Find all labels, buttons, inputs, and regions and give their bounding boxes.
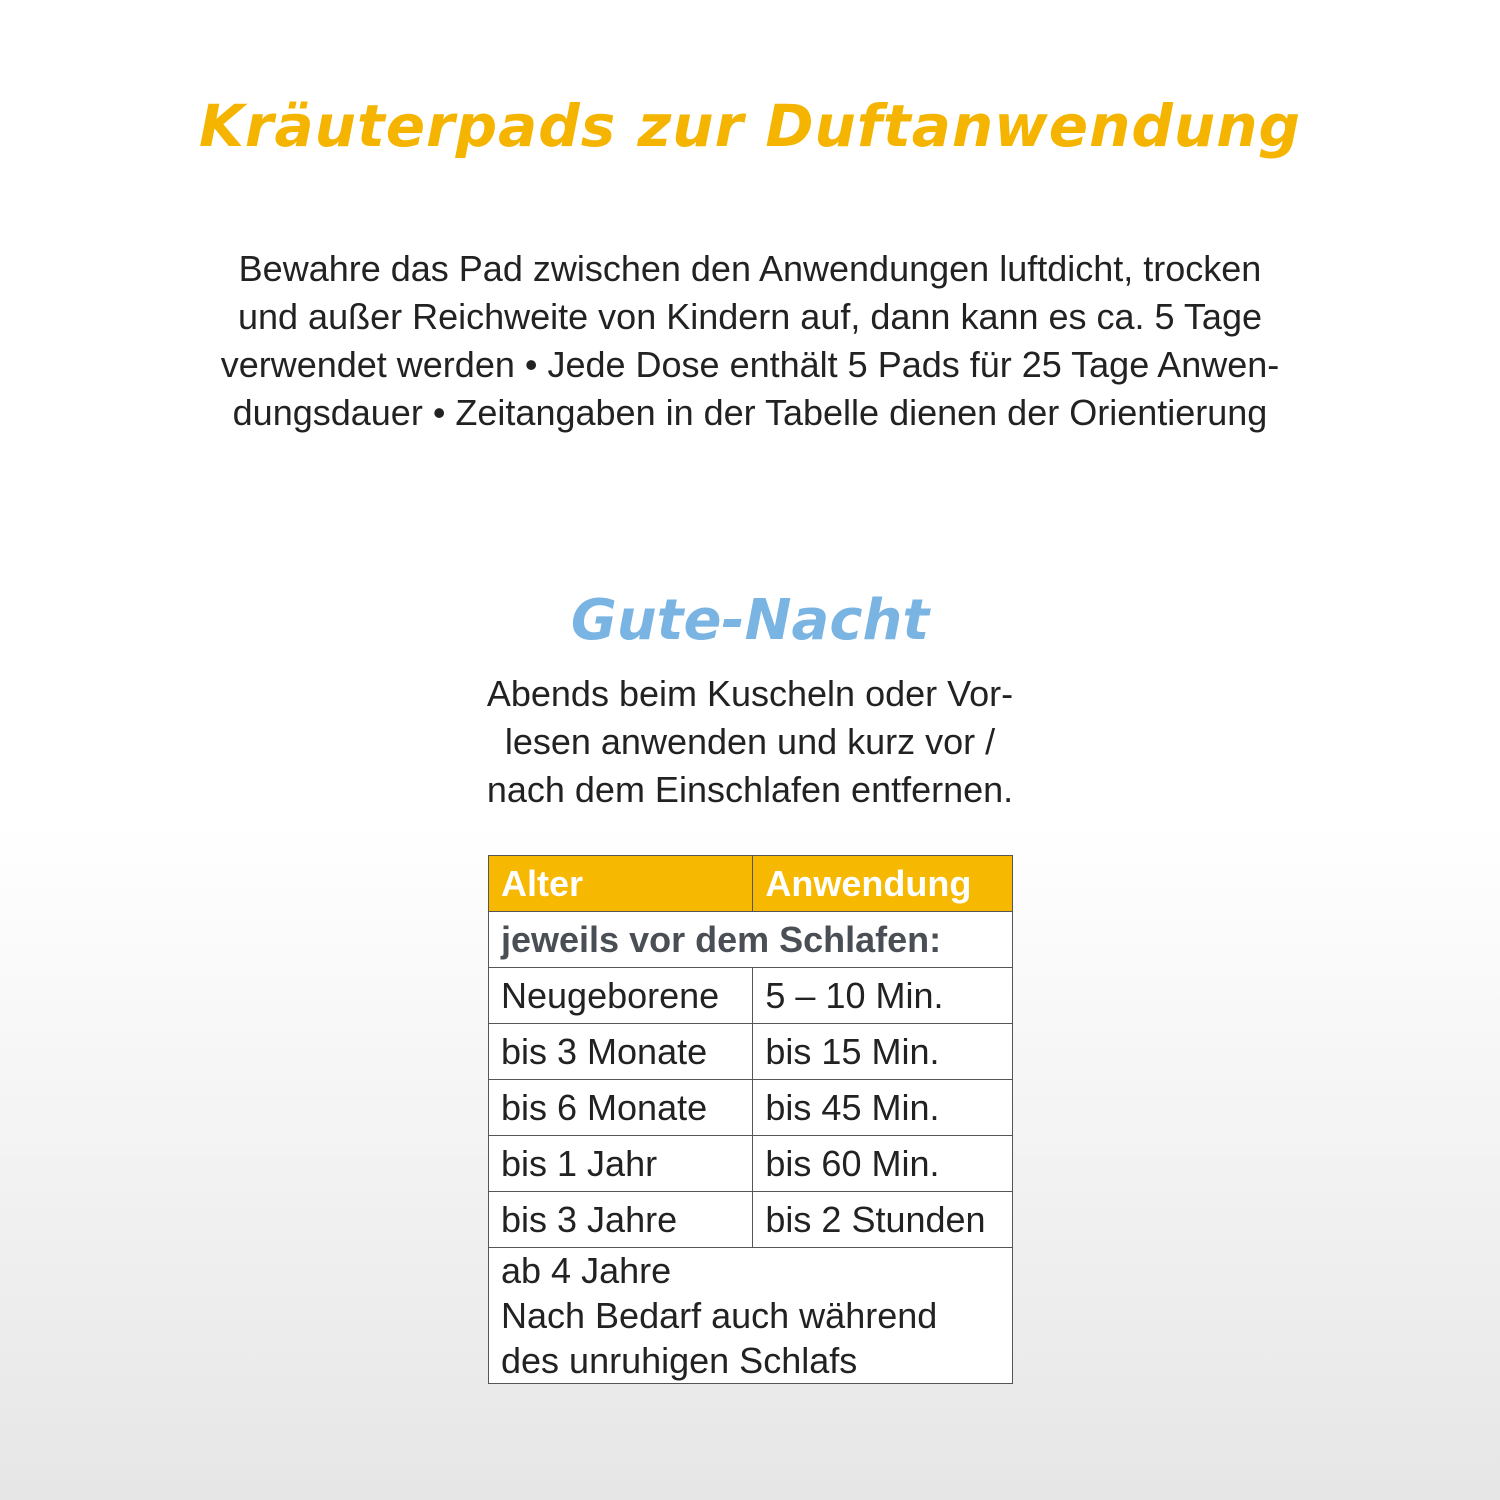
age-cell: bis 1 Jahr [489, 1136, 753, 1192]
last-row-line: ab 4 Jahre [501, 1250, 672, 1291]
table-header-row [489, 856, 1013, 912]
table-row-last [489, 1248, 1013, 1384]
header-age: Alter [489, 856, 753, 912]
table-row [489, 1080, 1013, 1136]
section-line: lesen anwenden und kurz vor / [504, 721, 996, 762]
last-row-line: Nach Bedarf auch während [501, 1295, 938, 1336]
dosage-table [488, 855, 1013, 1384]
table-row [489, 1024, 1013, 1080]
table-row [489, 968, 1013, 1024]
duration-cell: 5 – 10 Min. [753, 968, 1013, 1024]
section-description [400, 670, 1100, 814]
age-cell: bis 3 Monate [489, 1024, 753, 1080]
duration-cell: bis 2 Stunden [753, 1192, 1013, 1248]
intro-paragraph [150, 245, 1350, 437]
table-row [489, 1136, 1013, 1192]
age-cell: bis 3 Jahre [489, 1192, 753, 1248]
duration-cell: bis 45 Min. [753, 1080, 1013, 1136]
section-line: nach dem Einschlafen entfernen. [486, 769, 1014, 810]
duration-cell: bis 15 Min. [753, 1024, 1013, 1080]
age-cell: bis 6 Monate [489, 1080, 753, 1136]
table-section-row [489, 912, 1013, 968]
table-row [489, 1192, 1013, 1248]
intro-line: und außer Reichweite von Kindern auf, dann kann es ca. 5 Tage [237, 296, 1262, 337]
intro-line: dungsdauer • Zeitangaben in der Tabelle dienen der Orientierung [232, 392, 1268, 433]
section-title: Gute-Nacht [570, 588, 930, 653]
section-line: Abends beim Kuscheln oder Vor- [486, 673, 1014, 714]
header-application: Anwendung [753, 856, 1013, 912]
last-row-cell [489, 1248, 1013, 1384]
intro-line: verwendet werden • Jede Dose enthält 5 Pads für 25 Tage Anwen- [220, 344, 1280, 385]
page-title: Kräuterpads zur Duftanwendung [198, 92, 1302, 160]
intro-line: Bewahre das Pad zwischen den Anwendungen luftdicht, trocken [238, 248, 1262, 289]
section-label: jeweils vor dem Schlafen: [489, 912, 1013, 968]
age-cell: Neugeborene [489, 968, 753, 1024]
last-row-line: des unruhigen Schlafs [501, 1340, 858, 1381]
duration-cell: bis 60 Min. [753, 1136, 1013, 1192]
